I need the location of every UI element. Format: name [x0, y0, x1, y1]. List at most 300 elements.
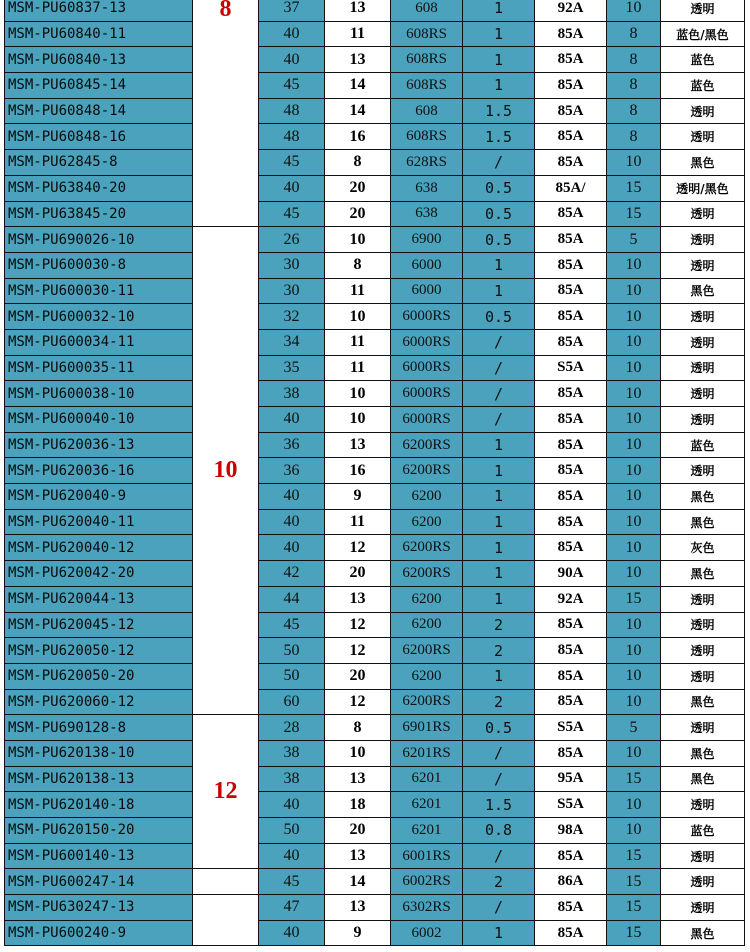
quantity-cell: 10 — [607, 407, 661, 433]
outer-diameter-cell: 37 — [259, 0, 325, 21]
table-row — [5, 47, 745, 73]
color-cell: 黑色 — [661, 150, 745, 176]
hardness-cell: S5A — [535, 715, 607, 741]
width-cell: 13 — [325, 586, 391, 612]
width-cell: 18 — [325, 792, 391, 818]
bearing-cell: 6200RS — [391, 561, 463, 587]
outer-diameter-cell: 47 — [259, 895, 325, 921]
model-cell: MSM-PU690026-10 — [5, 227, 193, 253]
outer-diameter-cell: 45 — [259, 73, 325, 99]
quantity-cell: 10 — [607, 329, 661, 355]
model-cell: MSM-PU620042-20 — [5, 561, 193, 587]
bearing-cell: 608RS — [391, 124, 463, 150]
model-cell: MSM-PU620050-12 — [5, 638, 193, 664]
quantity-cell: 15 — [607, 766, 661, 792]
quantity-cell: 10 — [607, 0, 661, 21]
gap-cell: 1 — [463, 0, 535, 21]
color-cell: 蓝色 — [661, 818, 745, 844]
table-row — [5, 689, 745, 715]
table-row — [5, 715, 745, 741]
table-row — [5, 638, 745, 664]
table-row — [5, 73, 745, 99]
table-row — [5, 355, 745, 381]
hardness-cell: 85A/ — [535, 175, 607, 201]
table-row — [5, 175, 745, 201]
gap-cell: 2 — [463, 638, 535, 664]
width-cell: 13 — [325, 47, 391, 73]
width-cell: 12 — [325, 638, 391, 664]
gap-cell: / — [463, 895, 535, 921]
bearing-cell: 638 — [391, 201, 463, 227]
color-cell: 黑色 — [661, 278, 745, 304]
width-cell: 8 — [325, 252, 391, 278]
width-cell: 13 — [325, 895, 391, 921]
model-cell: MSM-PU620045-12 — [5, 612, 193, 638]
outer-diameter-cell: 30 — [259, 252, 325, 278]
bearing-cell: 608RS — [391, 73, 463, 99]
bearing-cell: 6000RS — [391, 407, 463, 433]
color-cell: 黑色 — [661, 484, 745, 510]
bearing-cell: 6001RS — [391, 843, 463, 869]
bearing-cell: 6002 — [391, 920, 463, 946]
model-cell: MSM-PU63845-20 — [5, 201, 193, 227]
bearing-cell: 6200RS — [391, 535, 463, 561]
table-row — [5, 920, 745, 946]
width-cell: 11 — [325, 355, 391, 381]
table-row — [5, 740, 745, 766]
bearing-cell: 6201 — [391, 792, 463, 818]
width-cell: 10 — [325, 407, 391, 433]
table-body — [5, 0, 745, 946]
hardness-cell: 85A — [535, 663, 607, 689]
outer-diameter-cell: 45 — [259, 612, 325, 638]
width-cell: 12 — [325, 612, 391, 638]
hardness-cell: 92A — [535, 586, 607, 612]
table-row — [5, 432, 745, 458]
model-cell: MSM-PU60848-16 — [5, 124, 193, 150]
color-cell: 灰色 — [661, 535, 745, 561]
quantity-cell: 15 — [607, 843, 661, 869]
table-row — [5, 227, 745, 253]
model-cell: MSM-PU600040-10 — [5, 407, 193, 433]
bearing-cell: 608 — [391, 0, 463, 21]
outer-diameter-cell: 40 — [259, 792, 325, 818]
quantity-cell: 15 — [607, 869, 661, 895]
quantity-cell: 10 — [607, 535, 661, 561]
hardness-cell: 85A — [535, 304, 607, 330]
outer-diameter-cell: 34 — [259, 329, 325, 355]
hardness-cell: 85A — [535, 407, 607, 433]
hardness-cell: 85A — [535, 252, 607, 278]
quantity-cell: 10 — [607, 638, 661, 664]
bearing-cell: 6201 — [391, 818, 463, 844]
hardness-cell: 85A — [535, 381, 607, 407]
outer-diameter-cell: 32 — [259, 304, 325, 330]
table-row — [5, 586, 745, 612]
quantity-cell: 10 — [607, 458, 661, 484]
gap-cell: 2 — [463, 612, 535, 638]
width-cell: 14 — [325, 869, 391, 895]
outer-diameter-cell: 45 — [259, 869, 325, 895]
hardness-cell: 85A — [535, 329, 607, 355]
color-cell: 透明 — [661, 0, 745, 21]
gap-cell: 1 — [463, 252, 535, 278]
color-cell: 透明 — [661, 227, 745, 253]
group-size-cell: 10 — [193, 227, 259, 715]
width-cell: 8 — [325, 715, 391, 741]
width-cell: 9 — [325, 484, 391, 510]
table-row — [5, 201, 745, 227]
outer-diameter-cell: 38 — [259, 381, 325, 407]
color-cell: 透明 — [661, 638, 745, 664]
model-cell: MSM-PU60837-13 — [5, 0, 193, 21]
model-cell: MSM-PU620050-20 — [5, 663, 193, 689]
color-cell: 蓝色/黑色 — [661, 21, 745, 47]
color-cell: 黑色 — [661, 689, 745, 715]
group-size-cell — [193, 869, 259, 895]
hardness-cell: 85A — [535, 509, 607, 535]
outer-diameter-cell: 40 — [259, 843, 325, 869]
gap-cell: 0.5 — [463, 175, 535, 201]
quantity-cell: 10 — [607, 509, 661, 535]
hardness-cell: 85A — [535, 432, 607, 458]
quantity-cell: 10 — [607, 612, 661, 638]
color-cell: 透明 — [661, 201, 745, 227]
bearing-cell: 6200 — [391, 484, 463, 510]
spec-table-wrapper — [4, 0, 744, 946]
group-size-cell — [193, 895, 259, 946]
outer-diameter-cell: 40 — [259, 535, 325, 561]
hardness-cell: 85A — [535, 47, 607, 73]
color-cell: 透明 — [661, 458, 745, 484]
quantity-cell: 10 — [607, 150, 661, 176]
color-cell: 透明 — [661, 304, 745, 330]
quantity-cell: 10 — [607, 432, 661, 458]
width-cell: 10 — [325, 740, 391, 766]
color-cell: 黑色 — [661, 509, 745, 535]
quantity-cell: 8 — [607, 124, 661, 150]
hardness-cell: 85A — [535, 124, 607, 150]
gap-cell: 1.5 — [463, 792, 535, 818]
width-cell: 11 — [325, 329, 391, 355]
width-cell: 12 — [325, 689, 391, 715]
quantity-cell: 8 — [607, 73, 661, 99]
color-cell: 透明 — [661, 612, 745, 638]
model-cell: MSM-PU60848-14 — [5, 98, 193, 124]
table-row — [5, 458, 745, 484]
outer-diameter-cell: 40 — [259, 509, 325, 535]
width-cell: 12 — [325, 535, 391, 561]
table-row — [5, 304, 745, 330]
gap-cell: 0.5 — [463, 715, 535, 741]
hardness-cell: 85A — [535, 689, 607, 715]
hardness-cell: 85A — [535, 21, 607, 47]
model-cell: MSM-PU60840-11 — [5, 21, 193, 47]
gap-cell: 0.5 — [463, 227, 535, 253]
hardness-cell: S5A — [535, 355, 607, 381]
outer-diameter-cell: 40 — [259, 484, 325, 510]
table-row — [5, 252, 745, 278]
width-cell: 11 — [325, 278, 391, 304]
quantity-cell: 10 — [607, 381, 661, 407]
gap-cell: 1 — [463, 663, 535, 689]
bearing-cell: 6201RS — [391, 740, 463, 766]
gap-cell: / — [463, 329, 535, 355]
model-cell: MSM-PU600035-11 — [5, 355, 193, 381]
table-row — [5, 407, 745, 433]
width-cell: 11 — [325, 509, 391, 535]
outer-diameter-cell: 36 — [259, 432, 325, 458]
width-cell: 11 — [325, 21, 391, 47]
hardness-cell: 85A — [535, 843, 607, 869]
gap-cell: 1 — [463, 278, 535, 304]
outer-diameter-cell: 44 — [259, 586, 325, 612]
width-cell: 13 — [325, 432, 391, 458]
gap-cell: 1 — [463, 47, 535, 73]
table-row — [5, 843, 745, 869]
table-row — [5, 818, 745, 844]
hardness-cell: 95A — [535, 766, 607, 792]
hardness-cell: 85A — [535, 920, 607, 946]
color-cell: 透明 — [661, 355, 745, 381]
color-cell: 透明 — [661, 124, 745, 150]
gap-cell: / — [463, 843, 535, 869]
quantity-cell: 15 — [607, 895, 661, 921]
quantity-cell: 15 — [607, 586, 661, 612]
outer-diameter-cell: 48 — [259, 124, 325, 150]
quantity-cell: 8 — [607, 21, 661, 47]
table-row — [5, 535, 745, 561]
hardness-cell: 85A — [535, 201, 607, 227]
quantity-cell: 10 — [607, 278, 661, 304]
bearing-cell: 6000 — [391, 252, 463, 278]
color-cell: 透明 — [661, 843, 745, 869]
bearing-cell: 6200RS — [391, 432, 463, 458]
quantity-cell: 10 — [607, 252, 661, 278]
gap-cell: / — [463, 150, 535, 176]
width-cell: 20 — [325, 663, 391, 689]
model-cell: MSM-PU600032-10 — [5, 304, 193, 330]
outer-diameter-cell: 50 — [259, 663, 325, 689]
model-cell: MSM-PU620040-9 — [5, 484, 193, 510]
quantity-cell: 5 — [607, 715, 661, 741]
width-cell: 9 — [325, 920, 391, 946]
color-cell: 透明 — [661, 381, 745, 407]
model-cell: MSM-PU60845-14 — [5, 73, 193, 99]
width-cell: 13 — [325, 0, 391, 21]
bearing-cell: 6302RS — [391, 895, 463, 921]
color-cell: 透明 — [661, 98, 745, 124]
color-cell: 透明 — [661, 715, 745, 741]
bearing-cell: 6000 — [391, 278, 463, 304]
bearing-cell: 6200 — [391, 586, 463, 612]
model-cell: MSM-PU620044-13 — [5, 586, 193, 612]
table-row — [5, 895, 745, 921]
quantity-cell: 5 — [607, 227, 661, 253]
table-row — [5, 278, 745, 304]
width-cell: 13 — [325, 843, 391, 869]
gap-cell: 1 — [463, 432, 535, 458]
model-cell: MSM-PU620138-13 — [5, 766, 193, 792]
bearing-cell: 6200RS — [391, 638, 463, 664]
bearing-cell: 608RS — [391, 21, 463, 47]
gap-cell: 1 — [463, 484, 535, 510]
bearing-cell: 6200 — [391, 612, 463, 638]
table-row — [5, 150, 745, 176]
gap-cell: 0.8 — [463, 818, 535, 844]
model-cell: MSM-PU690128-8 — [5, 715, 193, 741]
hardness-cell: 86A — [535, 869, 607, 895]
table-row — [5, 484, 745, 510]
color-cell: 透明 — [661, 329, 745, 355]
bearing-cell: 6000RS — [391, 381, 463, 407]
table-row — [5, 561, 745, 587]
color-cell: 透明 — [661, 586, 745, 612]
width-cell: 10 — [325, 304, 391, 330]
gap-cell: 1 — [463, 509, 535, 535]
outer-diameter-cell: 28 — [259, 715, 325, 741]
group-size-cell: 8 — [193, 0, 259, 227]
gap-cell: / — [463, 355, 535, 381]
model-cell: MSM-PU620040-11 — [5, 509, 193, 535]
model-cell: MSM-PU620036-13 — [5, 432, 193, 458]
color-cell: 透明 — [661, 869, 745, 895]
gap-cell: 0.5 — [463, 304, 535, 330]
group-size-cell: 12 — [193, 715, 259, 869]
hardness-cell: 85A — [535, 458, 607, 484]
table-row — [5, 766, 745, 792]
gap-cell: 1 — [463, 458, 535, 484]
table-row — [5, 612, 745, 638]
quantity-cell: 10 — [607, 484, 661, 510]
model-cell: MSM-PU600140-13 — [5, 843, 193, 869]
bearing-cell: 6200RS — [391, 458, 463, 484]
outer-diameter-cell: 36 — [259, 458, 325, 484]
gap-cell: 2 — [463, 869, 535, 895]
color-cell: 黑色 — [661, 766, 745, 792]
color-cell: 黑色 — [661, 920, 745, 946]
bearing-cell: 638 — [391, 175, 463, 201]
width-cell: 16 — [325, 458, 391, 484]
gap-cell: / — [463, 740, 535, 766]
gap-cell: 1.5 — [463, 124, 535, 150]
outer-diameter-cell: 45 — [259, 201, 325, 227]
outer-diameter-cell: 60 — [259, 689, 325, 715]
gap-cell: 1 — [463, 586, 535, 612]
quantity-cell: 8 — [607, 98, 661, 124]
color-cell: 黑色 — [661, 561, 745, 587]
color-cell: 蓝色 — [661, 47, 745, 73]
color-cell: 蓝色 — [661, 73, 745, 99]
gap-cell: / — [463, 381, 535, 407]
hardness-cell: 85A — [535, 740, 607, 766]
bearing-cell: 6000RS — [391, 329, 463, 355]
quantity-cell: 15 — [607, 920, 661, 946]
width-cell: 14 — [325, 73, 391, 99]
outer-diameter-cell: 38 — [259, 740, 325, 766]
bearing-cell: 6200RS — [391, 689, 463, 715]
hardness-cell: 85A — [535, 612, 607, 638]
model-cell: MSM-PU600038-10 — [5, 381, 193, 407]
quantity-cell: 15 — [607, 175, 661, 201]
bearing-cell: 6200 — [391, 663, 463, 689]
table-row — [5, 509, 745, 535]
outer-diameter-cell: 40 — [259, 407, 325, 433]
outer-diameter-cell: 45 — [259, 150, 325, 176]
gap-cell: 1.5 — [463, 98, 535, 124]
bearing-cell: 6002RS — [391, 869, 463, 895]
gap-cell: 1 — [463, 21, 535, 47]
gap-cell: 1 — [463, 73, 535, 99]
outer-diameter-cell: 38 — [259, 766, 325, 792]
outer-diameter-cell: 48 — [259, 98, 325, 124]
model-cell: MSM-PU60840-13 — [5, 47, 193, 73]
hardness-cell: 85A — [535, 150, 607, 176]
bearing-cell: 6900 — [391, 227, 463, 253]
color-cell: 蓝色 — [661, 432, 745, 458]
table-row — [5, 329, 745, 355]
hardness-cell: S5A — [535, 792, 607, 818]
quantity-cell: 10 — [607, 355, 661, 381]
quantity-cell: 10 — [607, 304, 661, 330]
gap-cell: 1 — [463, 561, 535, 587]
width-cell: 16 — [325, 124, 391, 150]
model-cell: MSM-PU62845-8 — [5, 150, 193, 176]
width-cell: 8 — [325, 150, 391, 176]
outer-diameter-cell: 40 — [259, 175, 325, 201]
table-row — [5, 124, 745, 150]
width-cell: 20 — [325, 818, 391, 844]
quantity-cell: 10 — [607, 740, 661, 766]
bearing-cell: 608 — [391, 98, 463, 124]
table-row — [5, 792, 745, 818]
model-cell: MSM-PU620140-18 — [5, 792, 193, 818]
hardness-cell: 92A — [535, 0, 607, 21]
model-cell: MSM-PU600247-14 — [5, 869, 193, 895]
hardness-cell: 85A — [535, 895, 607, 921]
model-cell: MSM-PU620138-10 — [5, 740, 193, 766]
quantity-cell: 10 — [607, 689, 661, 715]
gap-cell: 1 — [463, 535, 535, 561]
table-row — [5, 0, 745, 21]
outer-diameter-cell: 35 — [259, 355, 325, 381]
table-row — [5, 381, 745, 407]
model-cell: MSM-PU620036-16 — [5, 458, 193, 484]
hardness-cell: 85A — [535, 73, 607, 99]
wheel-spec-table — [4, 0, 745, 946]
gap-cell: / — [463, 766, 535, 792]
model-cell: MSM-PU620060-12 — [5, 689, 193, 715]
quantity-cell: 10 — [607, 792, 661, 818]
gap-cell: / — [463, 407, 535, 433]
outer-diameter-cell: 50 — [259, 818, 325, 844]
hardness-cell: 85A — [535, 638, 607, 664]
color-cell: 透明 — [661, 252, 745, 278]
model-cell: MSM-PU600240-9 — [5, 920, 193, 946]
color-cell: 透明 — [661, 895, 745, 921]
bearing-cell: 628RS — [391, 150, 463, 176]
bearing-cell: 608RS — [391, 47, 463, 73]
outer-diameter-cell: 50 — [259, 638, 325, 664]
width-cell: 13 — [325, 766, 391, 792]
color-cell: 黑色 — [661, 740, 745, 766]
model-cell: MSM-PU63840-20 — [5, 175, 193, 201]
table-row — [5, 21, 745, 47]
quantity-cell: 8 — [607, 47, 661, 73]
hardness-cell: 85A — [535, 535, 607, 561]
quantity-cell: 10 — [607, 663, 661, 689]
bearing-cell: 6000RS — [391, 304, 463, 330]
